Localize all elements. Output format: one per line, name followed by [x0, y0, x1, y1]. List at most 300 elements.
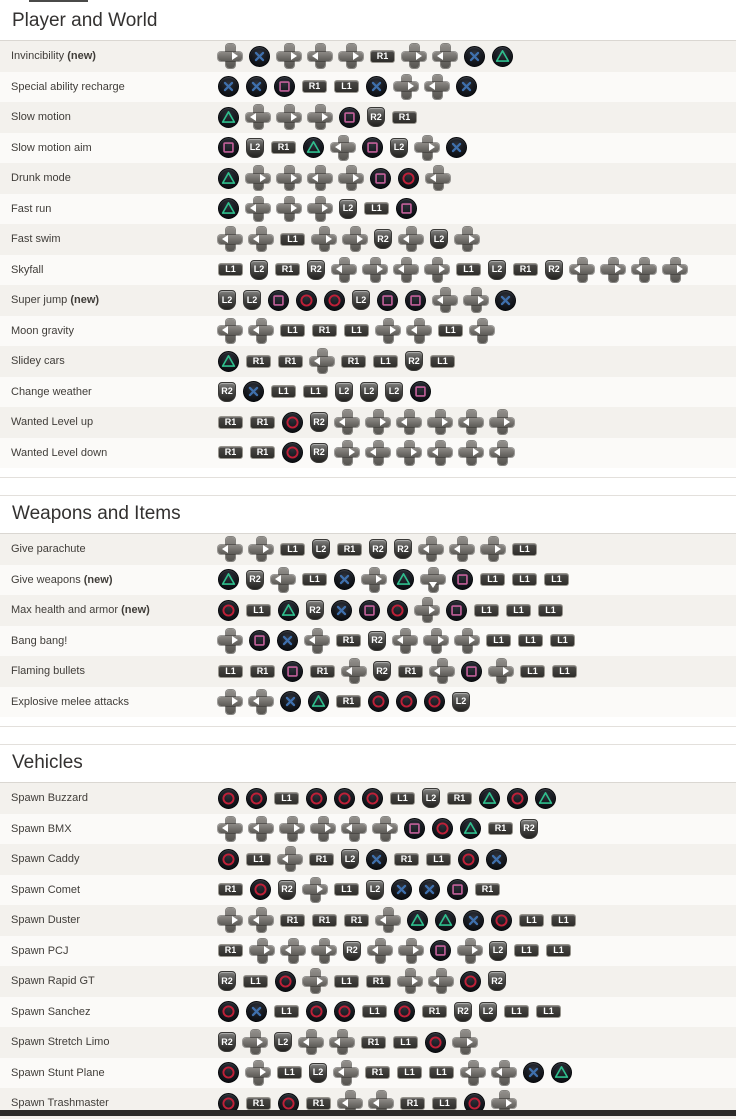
triangle-button-icon [278, 600, 299, 621]
l2-button-icon: L2 [352, 290, 370, 310]
cheat-row-invincibility [0, 41, 736, 72]
triangle-button-icon [535, 788, 556, 809]
l1-button-icon: L1 [438, 324, 463, 337]
r1-button-icon: R1 [344, 914, 369, 927]
l1-button-icon: L1 [430, 355, 455, 368]
cheat-label: Spawn Rapid GT [11, 975, 95, 988]
l2-button-icon: L2 [390, 138, 408, 158]
cheat-label: Fast swim [11, 233, 61, 246]
cheat-row-spawn-comet [0, 875, 736, 906]
dpad-right-arrow [325, 824, 331, 832]
dpad-left-arrow [334, 1038, 340, 1046]
section-player-and-world [0, 3, 736, 478]
dpad-right-icon [363, 258, 387, 282]
button-combo [218, 197, 417, 221]
triangle-button-icon [218, 351, 239, 372]
r1-button-icon: R1 [309, 853, 334, 866]
dpad-right-arrow [438, 636, 444, 644]
dpad-right-icon [397, 441, 421, 465]
dpad-left-arrow [474, 326, 480, 334]
button-combo [218, 939, 571, 963]
dpad-right-icon [601, 258, 625, 282]
r1-button-icon: R1 [250, 665, 275, 678]
section-title: Weapons and Items [0, 496, 736, 534]
dpad-right-icon [243, 1030, 267, 1054]
cheat-label: Flaming bullets [11, 665, 85, 678]
dpad-right-icon [250, 939, 274, 963]
l2-button-icon: L2 [218, 290, 236, 310]
cheat-label: Spawn Stretch Limo [11, 1036, 110, 1049]
square-button-icon [447, 879, 468, 900]
dpad-left-icon [249, 817, 273, 841]
dpad-left-icon [419, 537, 443, 561]
cross-button-icon [218, 76, 239, 97]
button-combo [218, 227, 479, 251]
r1-button-icon: R1 [218, 416, 243, 429]
cross-button-icon [495, 290, 516, 311]
dpad-right-arrow [232, 697, 238, 705]
cheat-row-fast-run [0, 194, 736, 225]
cheat-row-flaming-bullets [0, 656, 736, 687]
cheat-row-wanted-level-down [0, 438, 736, 469]
button-combo [218, 136, 467, 160]
button-combo [218, 441, 514, 465]
dpad-left-icon [366, 441, 390, 465]
dpad-left-icon [492, 1061, 516, 1085]
dpad-right-icon [339, 44, 363, 68]
dpad-left-arrow [338, 1068, 344, 1076]
circle-button-icon [424, 691, 445, 712]
r1-button-icon: R1 [392, 111, 417, 124]
l1-button-icon: L1 [280, 324, 305, 337]
dpad-right-arrow [411, 448, 417, 456]
dpad-left-icon [218, 227, 242, 251]
r2-button-icon: R2 [367, 107, 385, 127]
dpad-left-arrow [636, 265, 642, 273]
dpad-left-arrow [411, 326, 417, 334]
l1-button-icon: L1 [429, 1066, 454, 1079]
dpad-right-arrow [467, 1038, 473, 1046]
dpad-right-icon [277, 166, 301, 190]
r2-button-icon: R2 [369, 539, 387, 559]
cheat-label: Explosive melee attacks [11, 695, 129, 708]
dpad-left-icon [310, 349, 334, 373]
cheat-row-spawn-stretch-limo [0, 1027, 736, 1058]
dpad-right-arrow [429, 143, 435, 151]
button-combo [218, 568, 569, 592]
dpad-right-arrow [322, 204, 328, 212]
dpad-left-arrow [437, 52, 443, 60]
l1-button-icon: L1 [280, 543, 305, 556]
r1-button-icon: R1 [341, 355, 366, 368]
cross-button-icon [523, 1062, 544, 1083]
dpad-left-icon [305, 629, 329, 653]
dpad-left-arrow [423, 545, 429, 553]
dpad-left-arrow [430, 174, 436, 182]
cheat-row-spawn-stunt-plane [0, 1058, 736, 1089]
dpad-right-icon [362, 568, 386, 592]
dpad-right-icon [218, 629, 242, 653]
button-combo [218, 75, 477, 99]
circle-button-icon [250, 879, 271, 900]
dpad-right-icon [277, 105, 301, 129]
dpad-left-icon [393, 629, 417, 653]
l2-button-icon: L2 [479, 1002, 497, 1022]
square-button-icon [410, 381, 431, 402]
dpad-right-icon [455, 227, 479, 251]
l1-button-icon: L1 [364, 202, 389, 215]
dpad-right-arrow [353, 174, 359, 182]
l1-button-icon: L1 [474, 604, 499, 617]
l2-button-icon: L2 [422, 788, 440, 808]
dpad-right-icon [218, 690, 242, 714]
r1-button-icon: R1 [250, 446, 275, 459]
l1-button-icon: L1 [518, 634, 543, 647]
new-badge: (new) [121, 604, 150, 617]
cheat-label: Wanted Level up [11, 416, 94, 429]
dpad-left-icon [278, 847, 302, 871]
dpad-right-icon [458, 939, 482, 963]
cheat-label: Spawn PCJ [11, 944, 69, 957]
section-rows [0, 783, 736, 1119]
dpad-left-arrow [312, 52, 318, 60]
cheat-label: Bang bang! [11, 634, 68, 647]
dpad-right-arrow [326, 946, 332, 954]
dpad-right-arrow [317, 977, 323, 985]
r2-button-icon: R2 [405, 351, 423, 371]
circle-button-icon [218, 788, 239, 809]
l1-button-icon: L1 [456, 263, 481, 276]
dpad-right-arrow [677, 265, 683, 273]
dpad-left-icon [249, 690, 273, 714]
l2-button-icon: L2 [366, 880, 384, 900]
cheat-row-slow-motion-aim [0, 133, 736, 164]
l1-button-icon: L1 [302, 573, 327, 586]
cheat-row-spawn-pcj [0, 936, 736, 967]
button-combo [218, 166, 450, 190]
circle-button-icon [491, 910, 512, 931]
dpad-right-icon [249, 537, 273, 561]
dpad-right-icon [394, 75, 418, 99]
button-combo [218, 629, 575, 653]
button-combo [218, 319, 494, 343]
r1-button-icon: R1 [336, 634, 361, 647]
dpad-right-icon [373, 817, 397, 841]
cheat-row-spawn-duster [0, 905, 736, 936]
dpad-left-icon [249, 227, 273, 251]
button-combo [218, 258, 687, 282]
dpad-right-icon [425, 258, 449, 282]
dpad-left-arrow [250, 204, 256, 212]
dpad-right-icon [464, 288, 488, 312]
dpad-left-arrow [339, 418, 345, 426]
dpad-left-icon [397, 410, 421, 434]
cheat-label: Spawn Comet [11, 883, 81, 896]
section-rows [0, 534, 736, 717]
circle-button-icon [458, 849, 479, 870]
r2-button-icon: R2 [394, 539, 412, 559]
cheat-label: Fast run [11, 202, 52, 215]
cheat-label: Slidey cars [11, 355, 65, 368]
dpad-right-icon [246, 1061, 270, 1085]
square-button-icon [362, 137, 383, 158]
r2-button-icon: R2 [218, 971, 236, 991]
r2-button-icon: R2 [218, 382, 236, 402]
dpad-right-icon [339, 166, 363, 190]
dpad-right-arrow [317, 885, 323, 893]
cheat-row-give-parachute [0, 534, 736, 565]
dpad-left-icon [426, 166, 450, 190]
l1-button-icon: L1 [334, 975, 359, 988]
dpad-left-arrow [401, 418, 407, 426]
cheat-row-spawn-sanchez [0, 997, 736, 1028]
l1-button-icon: L1 [274, 1005, 299, 1018]
dpad-right-arrow [232, 916, 238, 924]
r1-button-icon: R1 [312, 324, 337, 337]
dpad-right-arrow [380, 418, 386, 426]
dpad-left-arrow [253, 916, 259, 924]
l2-button-icon: L2 [312, 539, 330, 559]
dpad-left-arrow [398, 265, 404, 273]
dpad-right-icon [280, 817, 304, 841]
triangle-button-icon [460, 818, 481, 839]
dpad-down-icon [421, 568, 445, 592]
dpad-left-icon [342, 659, 366, 683]
l1-button-icon: L1 [486, 634, 511, 647]
dpad-right-icon [218, 44, 242, 68]
dpad-left-icon [490, 441, 514, 465]
circle-button-icon [425, 1032, 446, 1053]
dpad-right-icon [308, 105, 332, 129]
l1-button-icon: L1 [218, 263, 243, 276]
square-button-icon [404, 818, 425, 839]
dpad-left-icon [249, 319, 273, 343]
l1-button-icon: L1 [274, 792, 299, 805]
l1-button-icon: L1 [373, 355, 398, 368]
l1-button-icon: L1 [393, 1036, 418, 1049]
dpad-left-icon [246, 197, 270, 221]
l1-button-icon: L1 [390, 792, 415, 805]
l2-button-icon: L2 [430, 229, 448, 249]
circle-button-icon [394, 1001, 415, 1022]
new-badge: (new) [70, 294, 100, 307]
r2-button-icon: R2 [307, 260, 325, 280]
cheat-label: Spawn Trashmaster [11, 1097, 109, 1110]
footer-bar [0, 1110, 736, 1116]
cross-button-icon [456, 76, 477, 97]
dpad-left-icon [429, 969, 453, 993]
dpad-left-icon [332, 258, 356, 282]
dpad-left-arrow [494, 448, 500, 456]
dpad-left-arrow [309, 636, 315, 644]
dpad-left-arrow [380, 916, 386, 924]
cheat-label: Slow motion [11, 111, 71, 124]
cheat-label: Spawn Buzzard [11, 792, 89, 805]
dpad-right-icon [428, 410, 452, 434]
circle-button-icon [282, 442, 303, 463]
button-combo [218, 1030, 477, 1054]
cheat-row-spawn-caddy [0, 844, 736, 875]
dpad-right-arrow [257, 1038, 263, 1046]
dpad-left-icon [450, 537, 474, 561]
cheat-label: Give weapons (new) [11, 573, 113, 586]
l1-button-icon: L1 [546, 944, 571, 957]
l2-button-icon: L2 [339, 199, 357, 219]
r1-button-icon: R1 [275, 263, 300, 276]
dpad-left-icon [334, 1061, 358, 1085]
cross-button-icon [366, 76, 387, 97]
l2-button-icon: L2 [309, 1063, 327, 1083]
cheat-row-wanted-level-up [0, 407, 736, 438]
cheat-label: Slow motion aim [11, 141, 92, 154]
l1-button-icon: L1 [271, 385, 296, 398]
dpad-right-icon [277, 197, 301, 221]
dpad-right-arrow [291, 204, 297, 212]
dpad-left-icon [632, 258, 656, 282]
dpad-left-arrow [433, 977, 439, 985]
r1-button-icon: R1 [398, 665, 423, 678]
circle-button-icon [460, 971, 481, 992]
dpad-right-arrow [291, 174, 297, 182]
dpad-left-icon [249, 908, 273, 932]
r1-button-icon: R1 [218, 944, 243, 957]
cheat-row-give-weapons [0, 565, 736, 596]
r1-button-icon: R1 [246, 355, 271, 368]
dpad-left-arrow [465, 1068, 471, 1076]
l1-button-icon: L1 [551, 914, 576, 927]
cheat-label: Invincibility (new) [11, 50, 96, 63]
dpad-left-arrow [373, 1099, 379, 1107]
dpad-left-icon [459, 410, 483, 434]
button-combo [218, 381, 431, 402]
cheat-row-spawn-buzzard [0, 783, 736, 814]
r1-button-icon: R1 [312, 914, 337, 927]
square-button-icon [218, 137, 239, 158]
dpad-right-icon [415, 136, 439, 160]
r1-button-icon: R1 [513, 263, 538, 276]
button-combo [218, 659, 577, 683]
cross-button-icon [249, 46, 270, 67]
l1-button-icon: L1 [512, 573, 537, 586]
dpad-left-icon [425, 75, 449, 99]
l1-button-icon: L1 [277, 1066, 302, 1079]
dpad-right-arrow [326, 235, 332, 243]
dpad-left-icon [342, 817, 366, 841]
dpad-right-icon [303, 878, 327, 902]
r1-button-icon: R1 [361, 1036, 386, 1049]
dpad-right-icon [335, 441, 359, 465]
dpad-left-icon [218, 537, 242, 561]
r1-button-icon: R1 [278, 355, 303, 368]
r1-button-icon: R1 [271, 141, 296, 154]
l1-button-icon: L1 [344, 324, 369, 337]
cheat-label: Wanted Level down [11, 446, 108, 459]
circle-button-icon [282, 412, 303, 433]
cross-button-icon [334, 569, 355, 590]
dpad-left-arrow [222, 326, 228, 334]
square-button-icon [446, 600, 467, 621]
l1-button-icon: L1 [334, 883, 359, 896]
square-button-icon [452, 569, 473, 590]
l2-button-icon: L2 [335, 382, 353, 402]
square-button-icon [339, 107, 360, 128]
cheat-row-skyfall [0, 255, 736, 286]
r1-button-icon: R1 [488, 822, 513, 835]
dpad-right-arrow [349, 448, 355, 456]
r1-button-icon: R1 [302, 80, 327, 93]
dpad-left-arrow [312, 174, 318, 182]
r1-button-icon: R1 [447, 792, 472, 805]
cheat-label: Give parachute [11, 543, 86, 556]
section-title: Player and World [0, 3, 736, 41]
circle-button-icon [387, 600, 408, 621]
square-button-icon [370, 168, 391, 189]
circle-button-icon [396, 691, 417, 712]
r1-button-icon: R1 [475, 883, 500, 896]
triangle-button-icon [435, 910, 456, 931]
circle-button-icon [432, 818, 453, 839]
dpad-right-icon [424, 629, 448, 653]
l1-button-icon: L1 [504, 1005, 529, 1018]
cross-button-icon [243, 381, 264, 402]
dpad-left-icon [299, 1030, 323, 1054]
dpad-right-arrow [376, 575, 382, 583]
r2-button-icon: R2 [310, 412, 328, 432]
l2-button-icon: L2 [452, 692, 470, 712]
button-combo [218, 1061, 572, 1085]
l1-button-icon: L1 [397, 1066, 422, 1079]
triangle-button-icon [218, 168, 239, 189]
dpad-right-icon [308, 197, 332, 221]
button-combo [218, 410, 514, 434]
section-vehicles [0, 744, 736, 1119]
dpad-left-icon [470, 319, 494, 343]
cross-button-icon [486, 849, 507, 870]
l1-button-icon: L1 [538, 604, 563, 617]
cross-button-icon [246, 1001, 267, 1022]
dpad-left-icon [399, 227, 423, 251]
dpad-left-arrow [275, 575, 281, 583]
cheat-label: Special ability recharge [11, 80, 125, 93]
r1-button-icon: R1 [310, 665, 335, 678]
r1-button-icon: R1 [365, 1066, 390, 1079]
l2-button-icon: L2 [385, 382, 403, 402]
dpad-right-arrow [232, 636, 238, 644]
circle-button-icon [334, 788, 355, 809]
dpad-right-icon [311, 817, 335, 841]
l2-button-icon: L2 [243, 290, 261, 310]
dpad-right-icon [343, 227, 367, 251]
section-rows [0, 41, 736, 468]
cheat-label: Change weather [11, 385, 92, 398]
cheat-row-moon-gravity [0, 316, 736, 347]
dpad-left-icon [394, 258, 418, 282]
dpad-right-arrow [353, 52, 359, 60]
dpad-left-arrow [434, 667, 440, 675]
dpad-left-arrow [285, 946, 291, 954]
cheat-label: Drunk mode [11, 172, 71, 185]
dpad-right-arrow [472, 946, 478, 954]
dpad-left-icon [308, 166, 332, 190]
l2-button-icon: L2 [360, 382, 378, 402]
l2-button-icon: L2 [274, 1032, 292, 1052]
dpad-right-icon [398, 969, 422, 993]
dpad-left-arrow [250, 113, 256, 121]
square-button-icon [282, 661, 303, 682]
triangle-button-icon [218, 107, 239, 128]
dpad-right-arrow [473, 448, 479, 456]
circle-button-icon [275, 971, 296, 992]
